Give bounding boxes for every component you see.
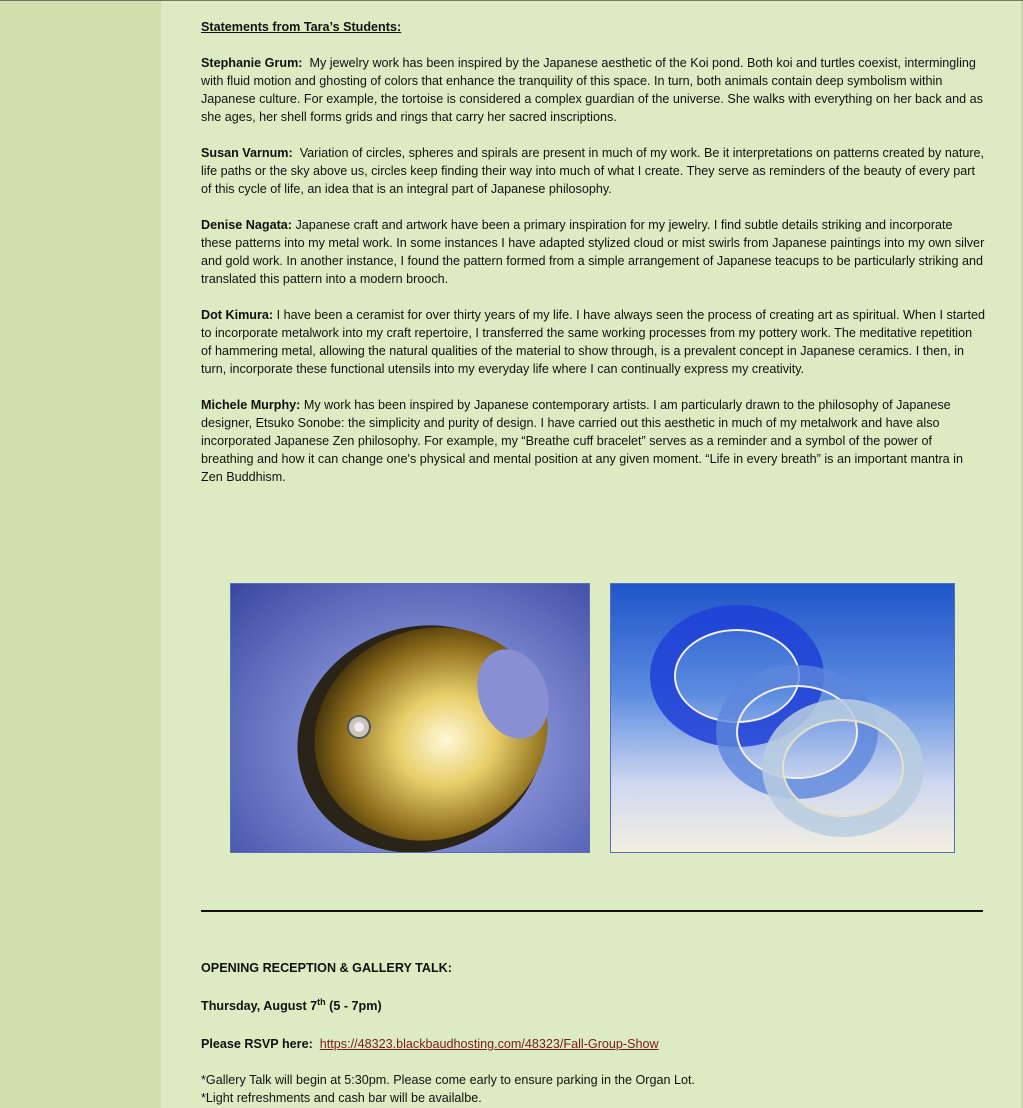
statement-text: Japanese craft and artwork have been a primary inspiration for my jewelry. I find subtle details striking and incorporate these patterns into my metal work. In some instances I have adapted stylized cloud or mist swirls from Japanese paintings into my own silver and gold work. In another instance, I found the pattern formed from a simple arrangement of Japanese teacups to be particularly striking and translated this pattern into a modern brooch. <box>201 218 985 286</box>
student-name: Denise Nagata: <box>201 218 292 232</box>
statements-heading: Statements from Tara’s Students: <box>201 20 402 34</box>
time-text: (5 - 7pm) <box>325 999 382 1013</box>
reception-date <box>201 997 1001 1015</box>
rsvp-link[interactable]: https://48323.blackbaudhosting.com/48323/Fall-Group-Show <box>319 1037 659 1051</box>
statements-section <box>201 18 986 504</box>
gold-ring-photo <box>230 583 590 853</box>
left-sidebar <box>0 1 161 1108</box>
student-name: Michele Murphy: <box>201 398 301 412</box>
section-divider <box>201 910 983 912</box>
statement-michele-murphy <box>201 396 986 486</box>
gallery-talk-note: *Gallery Talk will begin at 5:30pm. Please come early to ensure parking in the Organ Lot. <box>201 1073 695 1087</box>
student-name: Stephanie Grum: <box>201 56 303 70</box>
statement-stephanie-grum <box>201 54 986 126</box>
glass-bangles-photo <box>610 583 955 853</box>
student-name: Susan Varnum: <box>201 146 293 160</box>
rsvp-line <box>201 1035 1001 1053</box>
statement-text: Variation of circles, spheres and spirals are present in much of my work. Be it interpretations on patterns created by nature, life paths or the sky above us, circles keep finding their way into much of what I create. They serve as reminders of the beauty of every part of this cycle of life, an idea that is an integral part of Japanese philosophy. <box>201 146 985 196</box>
refreshments-note: *Light refreshments and cash bar will be availalbe. <box>201 1091 482 1105</box>
statement-text: My work has been inspired by Japanese contemporary artists. I am particularly drawn to the philosophy of Japanese designer, Etsuko Sonobe: the simplicity and purity of design. I have carried out this aesthetic in much of my metalwork and have also incorporated Japanese Zen philosophy. For example, my “Breathe cuff bracelet” serves as a reminder and a symbol of the power of breathing and how it can change one's physical and mental position at any given moment. “Life in every breath” is an important mantra in Zen Buddhism. <box>201 398 963 484</box>
statement-susan-varnum <box>201 144 986 198</box>
rsvp-label: Please RSVP here: <box>201 1037 313 1051</box>
student-name: Dot Kimura: <box>201 308 274 322</box>
date-suffix-sup: th <box>317 996 326 1007</box>
reception-heading: OPENING RECEPTION & GALLERY TALK: <box>201 961 452 975</box>
statement-dot-kimura <box>201 306 986 378</box>
statement-text: My jewelry work has been inspired by the Japanese aesthetic of the Koi pond. Both koi and turtles coexist, intermingling with fluid motion and ghosting of colors that enhance the tranquility of this space. In turn, both animals contain deep symbolism within Japanese culture. For example, the tortoise is considered a complex guardian of the universe. She walks with everything on her back and as she ages, her shell forms grids and rings that carry her sacred inscriptions. <box>201 56 983 124</box>
statement-denise-nagata <box>201 216 986 288</box>
statement-text: I have been a ceramist for over thirty years of my life. I have always seen the process of creating art as spiritual. When I started to incorporate metalwork into my craft repertoire, I transferred the same working processes from my pottery work. The meditative repetition of hammering metal, allowing the natural qualities of the material to show through, is a prevalent concept in Japanese ceramics. I then, in turn, incorporate these functional utensils into my everyday life where I can continually express my creativity. <box>201 308 985 376</box>
date-text: Thursday, August 7 <box>201 999 318 1013</box>
